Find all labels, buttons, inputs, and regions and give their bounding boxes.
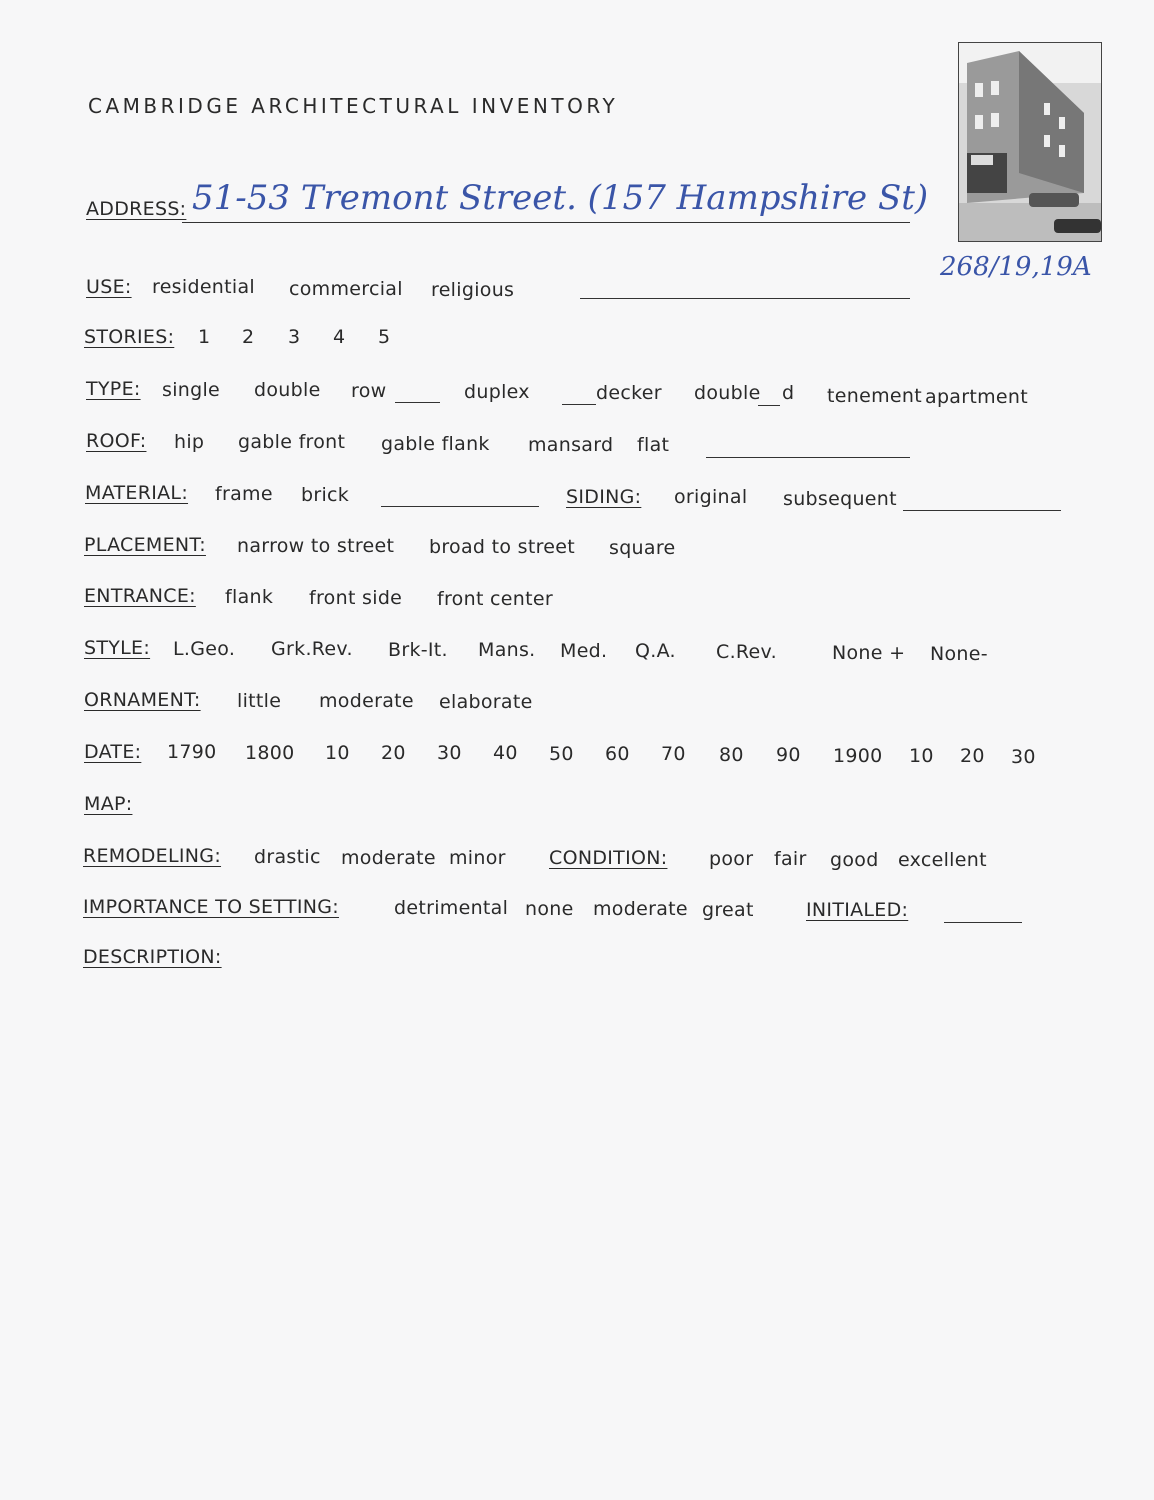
use-option: commercial: [289, 278, 403, 300]
stories-option: 3: [288, 326, 301, 348]
date-option: 60: [605, 743, 630, 765]
map-label: MAP:: [84, 793, 133, 815]
remodeling-option: moderate: [341, 847, 436, 869]
type-option: duplex: [464, 381, 530, 403]
use-option: religious: [431, 279, 515, 301]
type-blank: [562, 404, 596, 405]
condition-option: poor: [709, 848, 754, 870]
date-option: 1800: [245, 742, 295, 764]
remodeling-option: drastic: [254, 846, 321, 868]
description-label: DESCRIPTION:: [83, 946, 222, 968]
initialed-label: INITIALED:: [806, 899, 909, 921]
style-option: C.Rev.: [716, 641, 777, 663]
type-blank: [758, 405, 780, 406]
importance-label: IMPORTANCE TO SETTING:: [83, 896, 339, 918]
style-label: STYLE:: [84, 637, 151, 659]
ornament-option: elaborate: [439, 691, 533, 713]
roof-option: hip: [174, 431, 205, 453]
address-value: 51-53 Tremont Street. (157 Hampshire St): [192, 178, 929, 218]
initialed-blank: [944, 922, 1022, 923]
material-option: frame: [215, 483, 273, 505]
style-option: Q.A.: [635, 640, 676, 662]
material-option: brick: [301, 484, 350, 506]
remodeling-option: minor: [449, 847, 506, 869]
type-option: decker: [596, 382, 662, 404]
type-option: row: [351, 380, 387, 402]
date-option: 80: [719, 744, 744, 766]
address-label: ADDRESS:: [86, 198, 187, 220]
roof-option: gable flank: [381, 433, 490, 455]
importance-option: detrimental: [394, 897, 509, 919]
style-option: L.Geo.: [173, 638, 236, 660]
style-option: Grk.Rev.: [271, 638, 353, 660]
type-option: d: [782, 382, 795, 404]
date-option: 10: [325, 742, 350, 764]
entrance-option: front center: [437, 588, 553, 610]
placement-option: square: [609, 537, 676, 559]
type-option: double: [254, 379, 321, 401]
style-option: Brk-It.: [388, 639, 448, 661]
remodeling-label: REMODELING:: [83, 845, 222, 867]
ornament-option: little: [237, 690, 282, 712]
type-blank: [395, 402, 440, 403]
date-option: 70: [661, 743, 686, 765]
building-photo: [958, 42, 1102, 242]
type-label: TYPE:: [86, 378, 141, 400]
ornament-option: moderate: [319, 690, 414, 712]
entrance-option: front side: [309, 587, 403, 609]
stories-option: 1: [198, 326, 211, 348]
roof-option: mansard: [528, 434, 614, 456]
date-label: DATE:: [84, 741, 142, 763]
siding-blank: [903, 510, 1061, 511]
roof-option: gable front: [238, 431, 346, 453]
material-blank: [381, 506, 539, 507]
style-option: None-: [930, 643, 988, 665]
address-line: [182, 222, 910, 223]
type-option: apartment: [925, 386, 1028, 408]
date-option: 20: [381, 742, 406, 764]
roof-blank: [706, 457, 910, 458]
entrance-label: ENTRANCE:: [84, 585, 196, 607]
siding-label: SIDING:: [566, 486, 642, 508]
date-option: 10: [909, 745, 934, 767]
entrance-option: flank: [225, 586, 274, 608]
placement-label: PLACEMENT:: [84, 534, 206, 556]
style-option: Med.: [560, 640, 608, 662]
condition-option: fair: [774, 848, 807, 870]
importance-option: moderate: [593, 898, 688, 920]
date-option: 30: [437, 742, 462, 764]
date-option: 40: [493, 742, 518, 764]
use-blank: [580, 298, 910, 299]
type-option: single: [162, 379, 221, 401]
siding-option: subsequent: [783, 488, 897, 510]
ornament-label: ORNAMENT:: [84, 689, 201, 711]
stories-option: 2: [242, 326, 255, 348]
date-option: 30: [1011, 746, 1036, 768]
stories-label: STORIES:: [84, 326, 175, 348]
date-option: 1900: [833, 745, 883, 767]
type-option: tenement: [827, 385, 922, 407]
date-option: 50: [549, 743, 574, 765]
condition-label: CONDITION:: [549, 847, 668, 869]
reference-note: 268/19,19A: [940, 252, 1092, 282]
form-title: CAMBRIDGE ARCHITECTURAL INVENTORY: [88, 94, 619, 118]
material-label: MATERIAL:: [85, 482, 189, 504]
roof-label: ROOF:: [86, 430, 147, 452]
use-label: USE:: [86, 276, 132, 298]
importance-option: none: [525, 898, 574, 920]
type-option: double: [694, 382, 761, 404]
importance-option: great: [702, 899, 754, 921]
style-option: None +: [832, 642, 906, 664]
date-option: 1790: [167, 741, 217, 763]
placement-option: broad to street: [429, 536, 576, 558]
roof-option: flat: [637, 434, 670, 456]
use-option: residential: [152, 276, 256, 298]
date-option: 90: [776, 744, 801, 766]
date-option: 20: [960, 745, 985, 767]
style-option: Mans.: [478, 639, 536, 661]
condition-option: good: [830, 849, 879, 871]
placement-option: narrow to street: [237, 535, 395, 557]
stories-option: 4: [333, 326, 346, 348]
stories-option: 5: [378, 326, 391, 348]
condition-option: excellent: [898, 849, 987, 871]
siding-option: original: [674, 486, 748, 508]
